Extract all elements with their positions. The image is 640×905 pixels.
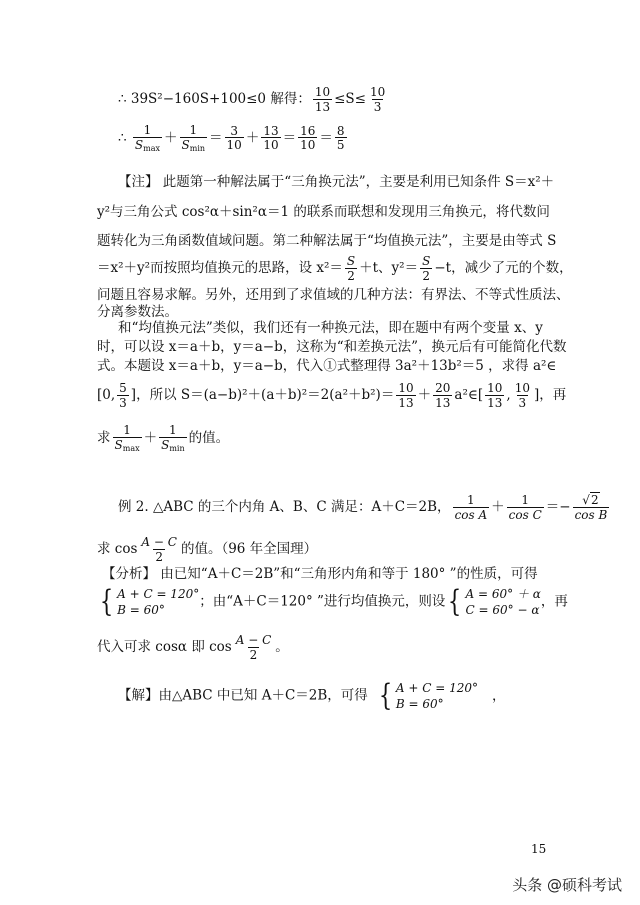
fraction: $\frac{10}{13}$: [398, 381, 414, 410]
text: ≤S≤: [334, 91, 366, 108]
para2-line-3: 式。本题设 x＝a＋b，y＝a−b，代入①式整理得 3a²＋13b²＝5 ，求得 a²∈: [97, 358, 557, 374]
fraction: $\frac{1}{\text{cos A}}$: [454, 493, 488, 522]
equation-system: { A + C = 120° B = 60°: [378, 678, 479, 714]
text: ∴ 39S²−160S+100≤0 解得：: [118, 91, 311, 108]
fraction: $\frac{5}{3}$: [119, 381, 127, 410]
fraction: $\frac{1}{S_{max}}$: [114, 423, 140, 453]
page-number: 15: [531, 842, 547, 856]
fraction: $\frac{10}{13}$: [314, 85, 331, 114]
example-2-line-1: 例 2. △ABC 的三个内角 A、B、C 满足：A＋C＝2B， $\frac{1}{\text{cos A}}$ ＋ $\frac{1}{\text{cos C}}$ ＝− $\frac{√2}{\text{cos B}}$: [118, 493, 608, 522]
equation-system: { A + C = 120° B = 60°: [99, 584, 200, 620]
note-line-4: ＝x²＋y²而按照均值换元的思路，设 x²＝ $\frac{S}{2}$ ＋t、y²＝ $\frac{S}{2}$ −t，减少了元的个数，: [97, 254, 573, 283]
line-inequality: [118, 86, 389, 113]
fraction: $\frac{1}{S_{min}}$: [181, 123, 206, 153]
fraction: $\frac{8}{5}$: [336, 123, 345, 153]
fraction: $\frac{20}{13}$: [435, 381, 451, 410]
note-line-3: 题转化为三角函数值域问题。第二种解法属于“均值换元法”，主要是由等式 S: [97, 233, 557, 249]
therefore: ∴: [118, 129, 127, 146]
fraction: $\frac{A - C}{2}$: [235, 633, 272, 662]
fraction: $\frac{10}{3}$: [369, 85, 386, 114]
watermark-footer: 头条 @硕科考试: [512, 876, 622, 894]
fraction: $\frac{1}{S_{min}}$: [161, 423, 185, 453]
note-line-6: 分离参数法。: [97, 304, 178, 320]
line-smax-smin: ∴ $\frac{1}{S_{max}}$ ＋ $\frac{1}{S_{min}}$ ＝ $\frac{3}{10}$ ＋ $\frac{13}{10}$ ＝ $\frac{16}{10}$ ＝ $\frac{8}{5}$: [118, 123, 345, 153]
para2-line-2: 时，可以设 x＝a＋b，y＝a−b，这称为“和差换元法”，换元后有可能简化代数: [97, 339, 567, 355]
analysis-line-3: 代入可求 cosα 即 cos $\frac{A - C}{2}$ 。: [97, 633, 289, 662]
fraction: $\frac{10}{3}$: [514, 381, 530, 410]
fraction: $\frac{16}{10}$: [300, 123, 316, 153]
solution-line: 【解】由△ABC 中已知 A＋C＝2B，可得 { A + C = 120° B = 60° ，: [118, 678, 506, 714]
fraction: $\frac{√2}{\text{cos B}}$: [574, 493, 608, 522]
equation-system: { A = 60° ＋ α C = 60° − α: [448, 584, 541, 620]
fraction: $\frac{13}{10}$: [263, 123, 279, 153]
analysis-line-2: { A + C = 120° B = 60° ；由“A＋C＝120° ”进行均值换元，则设 { A = 60° ＋ α C = 60° − α ，再: [97, 586, 568, 618]
analysis-line-1: 【分析】 由已知“A＋C＝2B”和“三角形内角和等于 180° ”的性质，可得: [102, 566, 538, 582]
note-line-2: y²与三角公式 cos²α＋sin²α＝1 的联系而联想和发现用三角换元，将代数问: [97, 204, 550, 220]
para2-line-1: 和“均值换元法”类似，我们还有一种换元法，即在题中有两个变量 x、y: [118, 320, 543, 336]
fraction: $\frac{1}{S_{max}}$: [134, 123, 160, 153]
fraction: $\frac{1}{\text{cos C}}$: [508, 493, 542, 522]
fraction: $\frac{3}{10}$: [226, 123, 242, 153]
note-line-5: 问题且容易求解。另外，还用到了求值域的几种方法：有界法、不等式性质法、: [97, 287, 570, 303]
para2-line-5: 求 $\frac{1}{S_{max}}$ ＋ $\frac{1}{S_{min}}$ 的值。: [97, 423, 230, 453]
para2-line-4: [0, $\frac{5}{3}$ ]，所以 S＝(a−b)²＋(a＋b)²＝2(a²＋b²)＝ $\frac{10}{13}$ ＋ $\frac{20}{13}$ a²∈[ $\frac{10}{13}$ , $\frac{10}{3}$ ]，再: [97, 381, 567, 410]
fraction: $\frac{S}{2}$: [346, 254, 356, 283]
note-line-1: 【注】 此题第一种解法属于“三角换元法”，主要是利用已知条件 S＝x²＋: [118, 174, 555, 190]
example-2-line-2: 求 cos $\frac{A - C}{2}$ 的值。（96 年全国理）: [97, 535, 318, 564]
fraction: $\frac{S}{2}$: [422, 254, 431, 283]
fraction: $\frac{10}{13}$: [487, 381, 503, 410]
fraction: $\frac{A - C}{2}$: [141, 535, 177, 564]
